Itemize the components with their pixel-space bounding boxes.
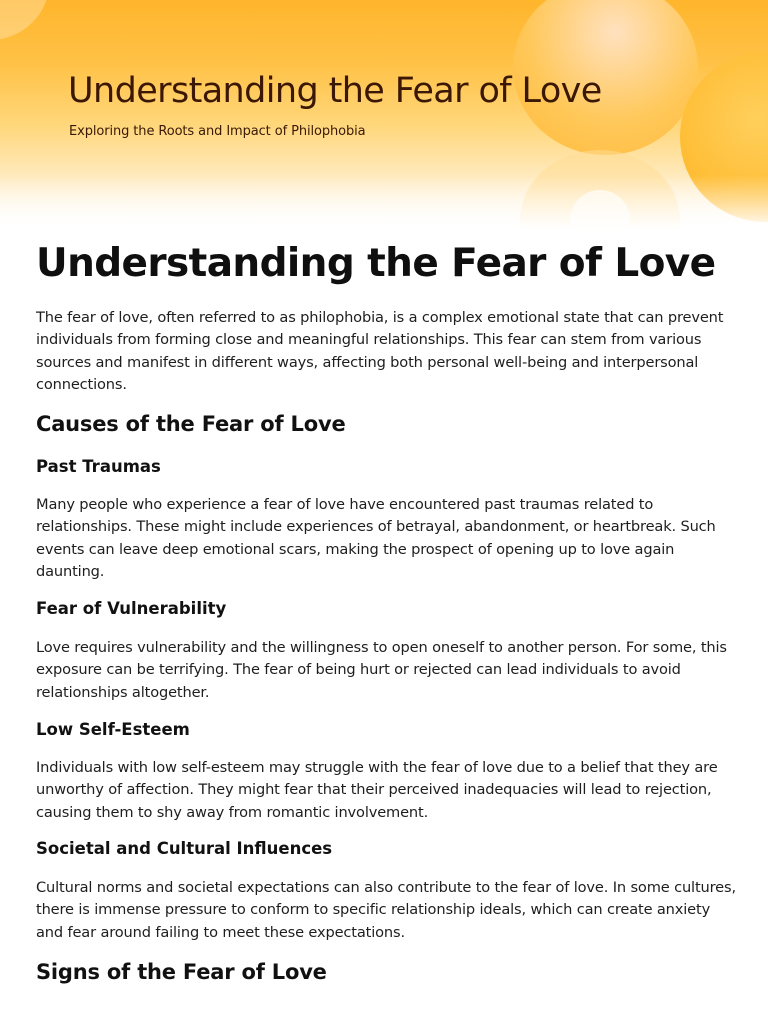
decorative-circle bbox=[0, 0, 50, 40]
section-heading-societal-cultural: Societal and Cultural Influences bbox=[36, 839, 333, 858]
section-body-societal-cultural: Cultural norms and societal expectations can also contribute to the fear of love. In some cultures, there is immense pressure to conform to specific relationship ideals, which can create anxiety and fear around failing to meet these expectations. bbox=[36, 879, 736, 941]
section-heading-past-traumas: Past Traumas bbox=[36, 457, 161, 476]
section-heading-fear-of-vulnerability: Fear of Vulnerability bbox=[36, 599, 227, 618]
banner-title: Understanding the Fear of Love bbox=[68, 71, 602, 111]
causes-heading: Causes of the Fear of Love bbox=[36, 412, 346, 436]
section-body-low-self-esteem: Individuals with low self-esteem may struggle with the fear of love due to a belief that they are unworthy of affection. They might fear that their perceived inadequacies will lead to rejection, causing them to shy away from romantic involvement. bbox=[36, 759, 718, 821]
section-body-past-traumas: Many people who experience a fear of love have encountered past traumas related to relationships. These might include experiences of betrayal, abandonment, or heartbreak. Such events can leave deep emotional scars, making the prospect of opening up to love again daunting. bbox=[36, 496, 716, 581]
article-title: Understanding the Fear of Love bbox=[36, 241, 716, 286]
banner-subtitle: Exploring the Roots and Impact of Philophobia bbox=[69, 124, 366, 139]
intro-paragraph: The fear of love, often referred to as philophobia, is a complex emotional state that can prevent individuals from forming close and meaningful relationships. This fear can stem from various sources and manifest in different ways, affecting both personal well-being and interpersonal connections. bbox=[36, 309, 724, 394]
section-heading-low-self-esteem: Low Self-Esteem bbox=[36, 720, 190, 739]
header-banner bbox=[0, 0, 768, 230]
section-body-fear-of-vulnerability: Love requires vulnerability and the willingness to open oneself to another person. For some, this exposure can be terrifying. The fear of being hurt or rejected can lead individuals to avoid relationships altogether. bbox=[36, 639, 727, 701]
banner-fade bbox=[0, 175, 768, 230]
signs-heading: Signs of the Fear of Love bbox=[36, 960, 327, 984]
